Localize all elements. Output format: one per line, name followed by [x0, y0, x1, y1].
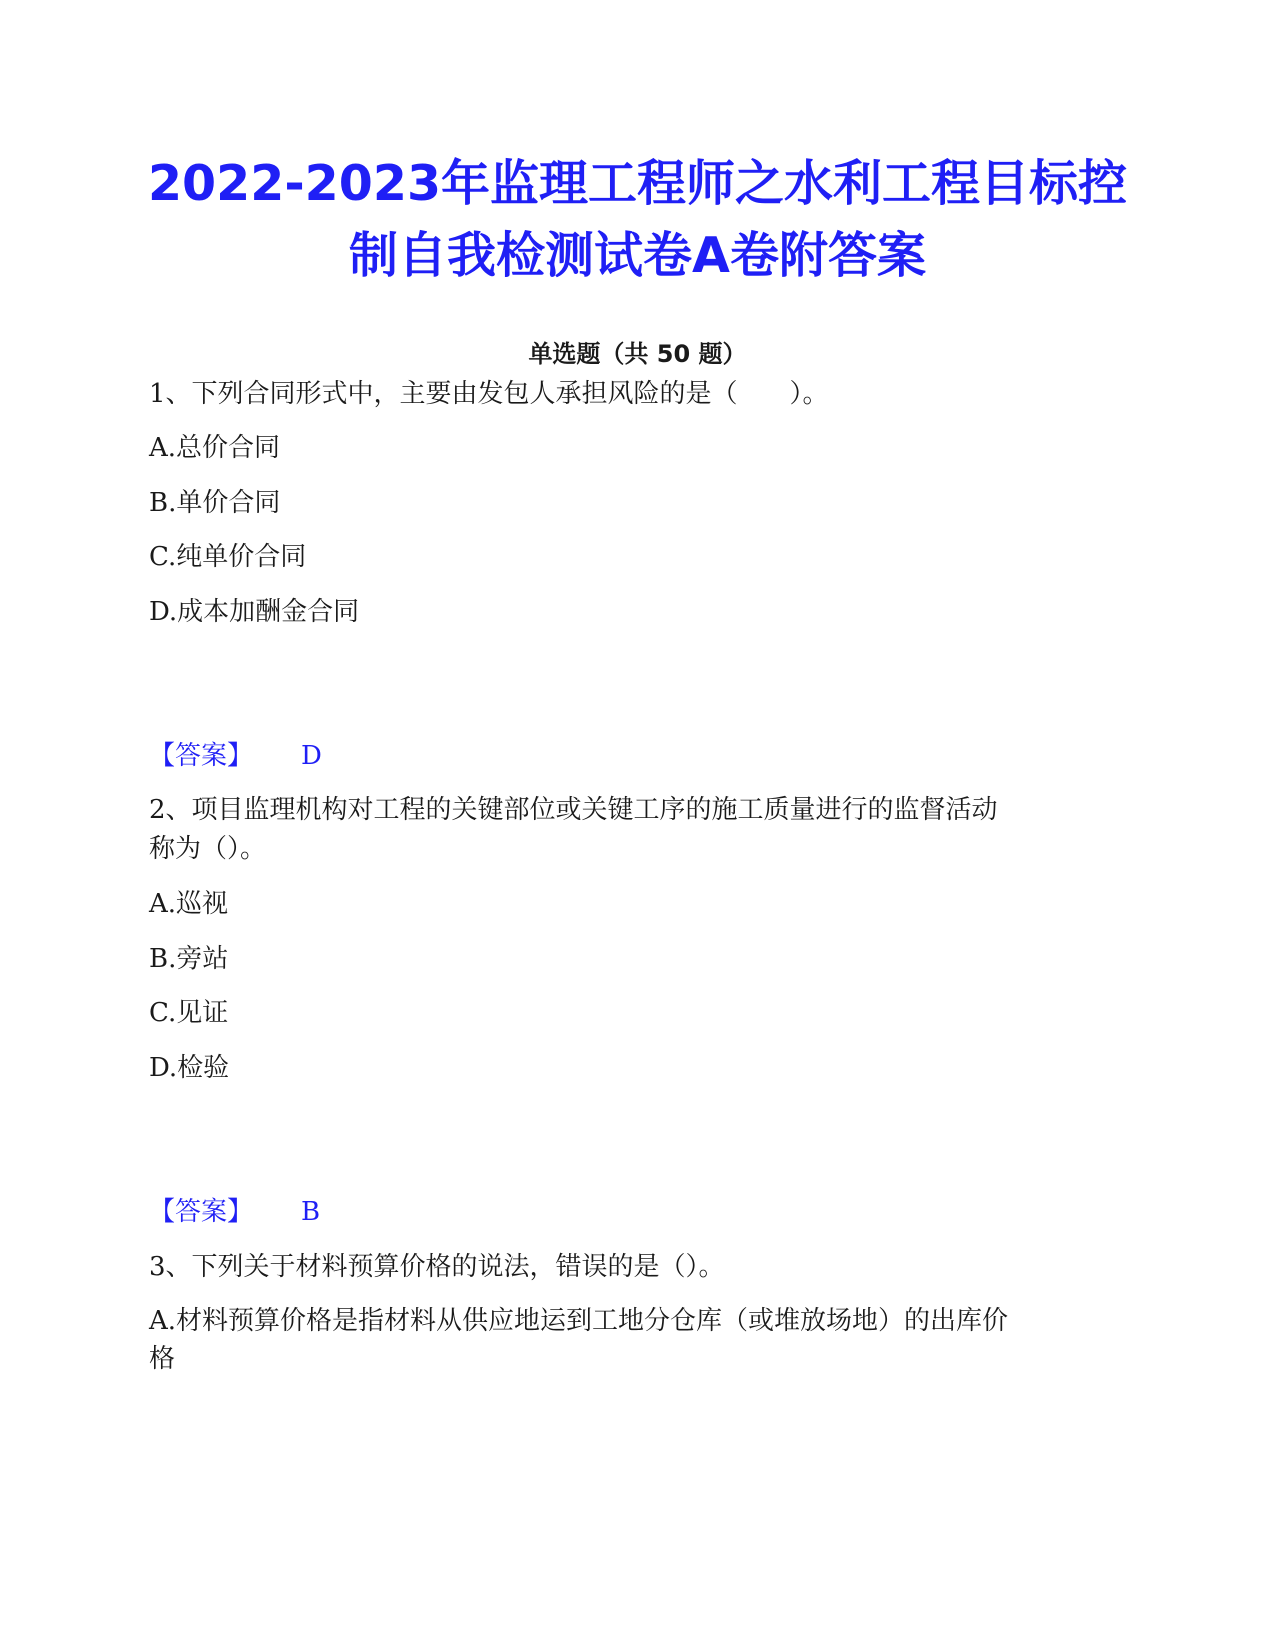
question-3-stem: 3、下列关于材料预算价格的说法，错误的是（）。 [149, 1252, 725, 1282]
question-1-stem: 1、下列合同形式中，主要由发包人承担风险的是（ ）。 [149, 379, 829, 409]
answer-value: D [301, 741, 322, 771]
title-line-2: 制自我检测试卷A卷附答案 [349, 227, 926, 284]
answer-label: 【答案】 [149, 741, 254, 771]
title-line-1: 2022-2023年监理工程师之水利工程目标控 [147, 155, 1128, 212]
question-2-stem-line-2: 称为（）。 [149, 834, 267, 864]
question-1-option-c: C.纯单价合同 [149, 542, 307, 572]
question-2-option-b: B.旁站 [149, 944, 229, 974]
question-2-stem-line-1: 2、项目监理机构对工程的关键部位或关键工序的施工质量进行的监督活动 [149, 795, 998, 825]
answer-value: B [301, 1197, 321, 1227]
question-3-option-a-line-2: 格 [149, 1344, 176, 1374]
question-2-option-c: C.见证 [149, 998, 229, 1028]
section-heading: 单选题（共 50 题） [528, 340, 747, 368]
question-1-answer [149, 735, 322, 777]
document-title [120, 148, 1155, 292]
question-2-answer [149, 1191, 320, 1233]
question-3-option-a-line-1: A.材料预算价格是指材料从供应地运到工地分仓库（或堆放场地）的出库价 [149, 1306, 1009, 1336]
question-1-option-b: B.单价合同 [149, 488, 281, 518]
question-1-option-d: D.成本加酬金合同 [149, 597, 360, 627]
question-2-option-d: D.检验 [149, 1053, 230, 1083]
question-1-option-a: A.总价合同 [149, 433, 281, 463]
answer-label: 【答案】 [149, 1197, 254, 1227]
question-2-option-a: A.巡视 [149, 889, 229, 919]
